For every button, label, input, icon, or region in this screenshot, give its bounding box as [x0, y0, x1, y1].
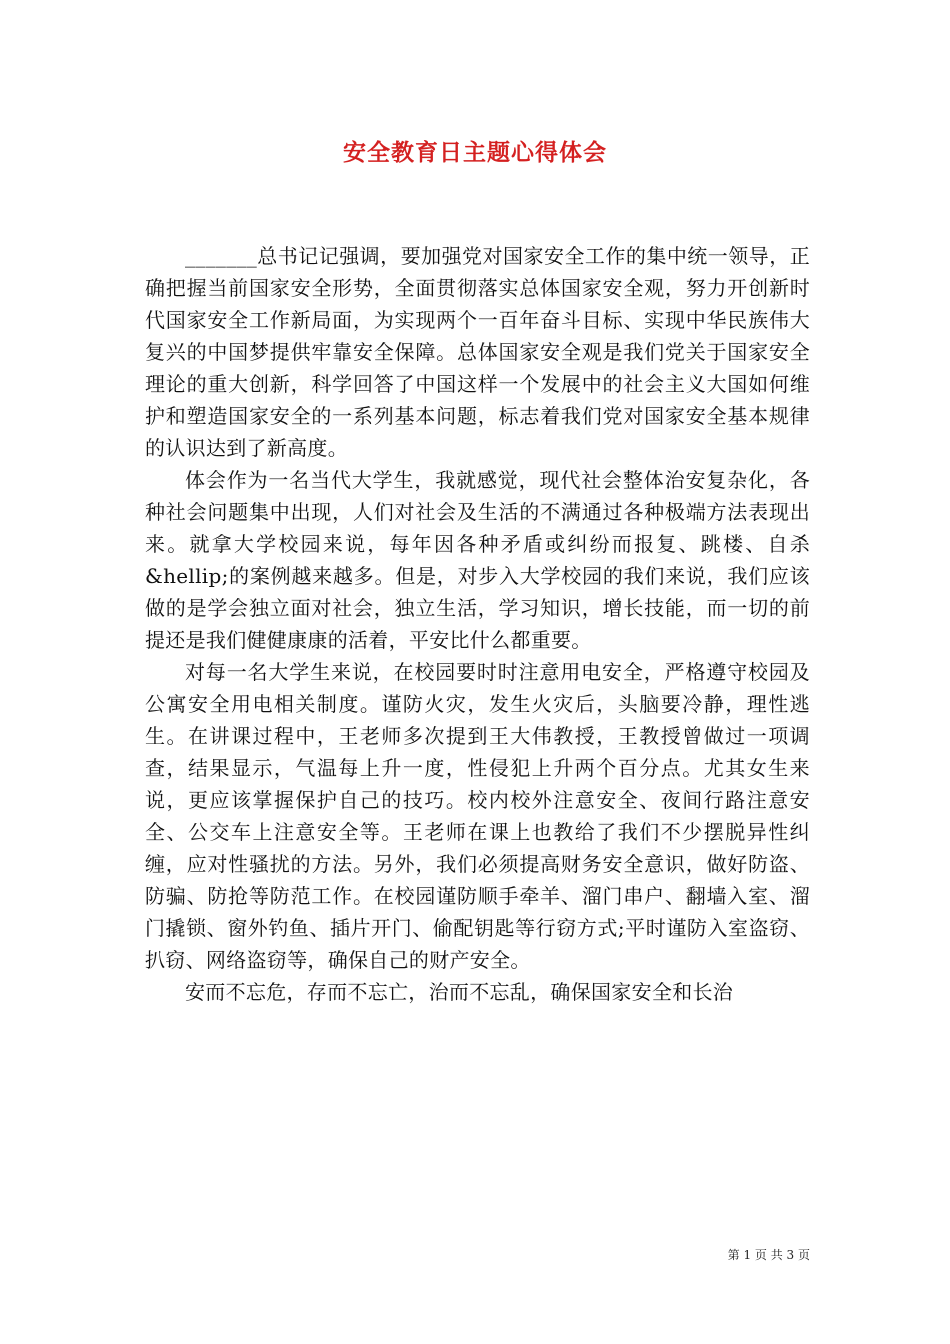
document-body [145, 240, 810, 1008]
paragraph-1: _______总书记记强调，要加强党对国家安全工作的集中统一领导，正确把握当前国家安全形势，全面贯彻落实总体国家安全观，努力开创新时代国家安全工作新局面，为实现两个一百年奋斗目标、实现中华民族伟大复兴的中国梦提供牢靠安全保障。总体国家安全观是我们党关于国家安全理论的重大创新，科学回答了中国这样一个发展中的社会主义大国如何维护和塑造国家安全的一系列基本问题，标志着我们党对国家安全基本规律的认识达到了新高度。 [145, 244, 810, 460]
page-number: 第 1 页 共 3 页 [727, 1248, 810, 1262]
document-title: 安全教育日主题心得体会 [343, 140, 607, 166]
paragraph-4: 安而不忘危，存而不忘亡，治而不忘乱，确保国家安全和长治 [185, 980, 734, 1004]
paragraph-3: 对每一名大学生来说，在校园要时时注意用电安全，严格遵守校园及公寓安全用电相关制度。谨防火灾，发生火灾后，头脑要冷静，理性逃生。在讲课过程中，王老师多次提到王大伟教授，王教授曾做过一项调查，结果显示，气温每上升一度，性侵犯上升两个百分点。尤其女生来说，更应该掌握保护自己的技巧。校内校外注意安全、夜间行路注意安全、公交车上注意安全等。王老师在课上也教给了我们不少摆脱异性纠缠，应对性骚扰的方法。另外，我们必须提高财务安全意识，做好防盗、防骗、防抢等防范工作。在校园谨防顺手牵羊、溜门串户、翻墙入室、溜门撬锁、窗外钓鱼、插片开门、偷配钥匙等行窃方式;平时谨防入室盗窃、扒窃、网络盗窃等，确保自己的财产安全。 [145, 660, 810, 972]
paragraph-2: 体会作为一名当代大学生，我就感觉，现代社会整体治安复杂化，各种社会问题集中出现，人们对社会及生活的不满通过各种极端方法表现出来。就拿大学校园来说，每年因各种矛盾或纠纷而报复、跳楼、自杀&hellip;的案例越来越多。但是，对步入大学校园的我们来说，我们应该做的是学会独立面对社会，独立生活，学习知识，增长技能，而一切的前提还是我们健健康康的活着，平安比什么都重要。 [145, 468, 810, 652]
